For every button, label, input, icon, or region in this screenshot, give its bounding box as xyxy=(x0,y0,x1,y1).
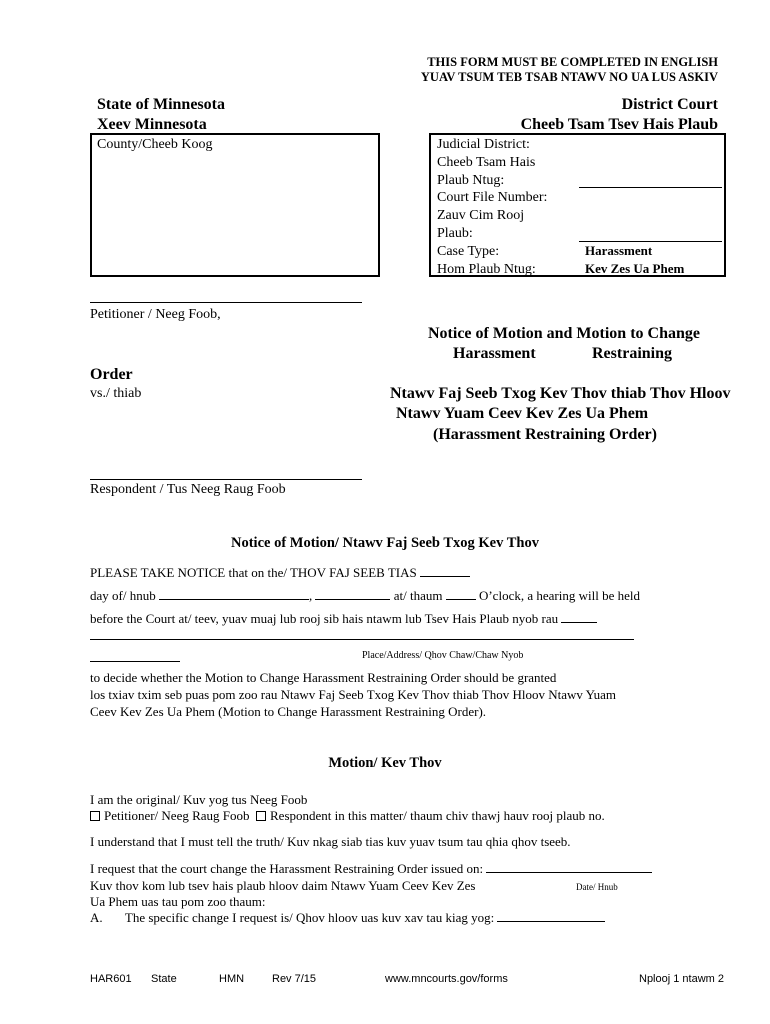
request-hmn1: Kuv thov kom lub tsev hais plaub hloov daim Ntawv Yuam Ceev Kev Zes xyxy=(90,878,476,893)
notice-line4: to decide whether the Motion to Change Harassment Restraining Order should be granted xyxy=(90,670,557,685)
truth-statement: I understand that I must tell the truth/ Kuv nkag siab tias kuv yuav tsum tau qhia qhov tseeb. xyxy=(90,834,571,849)
footer-lang: HMN xyxy=(219,973,245,985)
order-date-field[interactable] xyxy=(486,872,652,873)
item-a-text: The specific change I request is/ Qhov hloov uas kuv xav tau kiag yog: xyxy=(124,910,495,925)
notice-line1-text: PLEASE TAKE NOTICE that on the/ THOV FAJ SEEB TIAS xyxy=(90,565,417,580)
petitioner-label: Petitioner / Neeg Foob, xyxy=(90,307,221,322)
case-type-value-hmn: Kev Zes Ua Phem xyxy=(585,260,685,276)
date-label: Date/ Hnub xyxy=(576,882,618,892)
notice-line1 xyxy=(90,565,470,581)
footer-rev: Rev 7/15 xyxy=(272,973,317,985)
judicial-district-field[interactable] xyxy=(579,187,722,188)
original-label: I am the original/ Kuv yog tus Neeg Foob xyxy=(90,792,308,807)
respondent-label: Respondent / Tus Neeg Raug Foob xyxy=(90,482,286,497)
title-en-line2b: Restraining xyxy=(592,345,672,362)
state-hmn: Xeev Minnesota xyxy=(97,116,207,133)
specific-change-field[interactable] xyxy=(497,921,605,922)
item-a xyxy=(90,910,605,926)
court-file-number-label-3: Plaub: xyxy=(437,225,473,241)
county-box[interactable] xyxy=(90,133,380,277)
state-en: State of Minnesota xyxy=(97,96,225,113)
petitioner-name-field[interactable] xyxy=(90,302,362,303)
footer-state: State xyxy=(151,973,177,985)
notice-line3-text: before the Court at/ teev, yuav muaj lub rooj sib hais ntawm lub Tsev Hais Plaub nyob rau xyxy=(90,611,559,626)
notice-time-field[interactable] xyxy=(446,599,476,600)
state-caption xyxy=(97,95,225,135)
notice-line5: los txiav txim seb puas pom zoo rau Ntawv Faj Seeb Txog Kev Thov thiab Thov Hloov Ntawv Yuam xyxy=(90,687,616,702)
notice-address-field-1[interactable] xyxy=(90,639,634,640)
judicial-district-label-3: Plaub Ntug: xyxy=(437,172,505,188)
notice-line2-comma: , xyxy=(308,588,313,603)
judicial-district-label-1: Judicial District: xyxy=(437,137,530,152)
title-hmn-line1: Ntawv Faj Seeb Txog Kev Thov thiab Thov Hloov xyxy=(390,385,731,402)
title-hmn-line2: Ntawv Yuam Ceev Kev Zes Ua Phem xyxy=(396,405,649,422)
party-options xyxy=(90,808,605,824)
request-en-text: I request that the court change the Harassment Restraining Order issued on: xyxy=(90,861,484,876)
notice-hmong: YUAV TSUM TEB TSAB NTAWV NO UA LUS ASKIV xyxy=(420,70,718,84)
footer-page: Nplooj 1 ntawm 2 xyxy=(639,973,724,985)
respondent-name-field[interactable] xyxy=(90,479,362,480)
item-a-label: A. xyxy=(90,910,103,925)
court-en: District Court xyxy=(621,96,718,113)
notice-day-field[interactable] xyxy=(420,576,470,577)
case-type-label-2: Hom Plaub Ntug: xyxy=(437,261,536,277)
request-en xyxy=(90,861,652,877)
notice-line2-oclock: O’clock, a hearing will be held xyxy=(478,588,640,603)
notice-address-field-2[interactable] xyxy=(90,661,180,662)
respondent-checkbox[interactable] xyxy=(256,811,266,821)
footer-url[interactable]: www.mncourts.gov/forms xyxy=(385,973,508,985)
judicial-district-label-2: Cheeb Tsam Hais xyxy=(437,154,536,170)
title-en-line1: Notice of Motion and Motion to Change xyxy=(428,325,700,342)
notice-english: THIS FORM MUST BE COMPLETED IN ENGLISH xyxy=(427,55,718,69)
vs-label: vs./ thiab xyxy=(90,386,142,401)
county-label: County/Cheeb Koog xyxy=(97,137,213,152)
place-address-label: Place/Address/ Qhov Chaw/Chaw Nyob xyxy=(362,650,524,661)
petitioner-checkbox[interactable] xyxy=(90,811,100,821)
notice-line3 xyxy=(90,611,597,627)
notice-line6: Ceev Kev Zes Ua Phem (Motion to Change Harassment Restraining Order). xyxy=(90,704,487,719)
notice-line2-day: day of/ hnub xyxy=(90,588,156,603)
motion-heading: Motion/ Kev Thov xyxy=(328,755,442,771)
respondent-option-label: Respondent in this matter/ thaum chiv thawj hauv rooj plaub no. xyxy=(270,808,605,823)
notice-line2-at: at/ thaum xyxy=(393,588,443,603)
form-language-notice xyxy=(421,55,718,85)
petitioner-option-label: Petitioner/ Neeg Raug Foob xyxy=(104,808,250,823)
case-type-value xyxy=(585,242,684,278)
case-info-labels xyxy=(437,136,547,278)
footer-form-id: HAR601 xyxy=(90,973,132,985)
notice-year-field[interactable] xyxy=(315,599,390,600)
request-hmn2: Ua Phem uas tau pom zoo thaum: xyxy=(90,894,266,909)
court-caption xyxy=(521,95,718,135)
notice-heading: Notice of Motion/ Ntawv Faj Seeb Txog Kev Thov xyxy=(231,535,539,551)
court-file-number-label-1: Court File Number: xyxy=(437,190,548,206)
title-en-line2a: Harassment xyxy=(453,345,536,362)
case-type-value-en: Harassment xyxy=(585,243,653,258)
notice-court-field[interactable] xyxy=(561,622,597,623)
title-hmn-line3: (Harassment Restraining Order) xyxy=(433,426,657,443)
notice-month-field[interactable] xyxy=(159,599,309,600)
original-party xyxy=(90,792,605,824)
order-label: Order xyxy=(90,366,133,383)
notice-purpose xyxy=(90,669,616,720)
court-file-number-label-2: Zauv Cim Rooj xyxy=(437,208,525,224)
court-hmn: Cheeb Tsam Tsev Hais Plaub xyxy=(520,116,718,133)
case-info-box xyxy=(429,133,726,277)
notice-line2 xyxy=(90,588,640,604)
case-type-label-1: Case Type: xyxy=(437,243,500,259)
